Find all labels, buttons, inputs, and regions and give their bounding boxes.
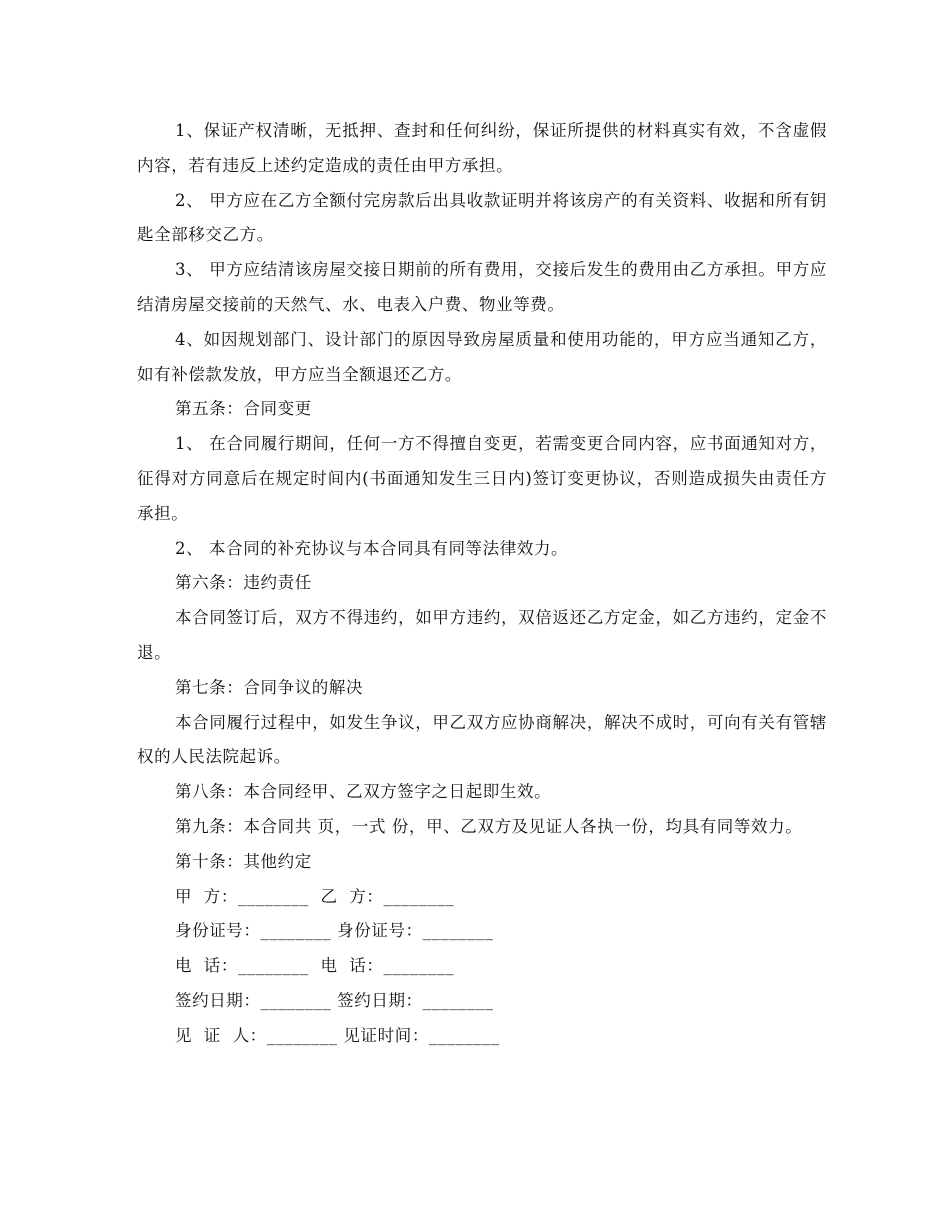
section-heading: 第六条：违约责任	[175, 573, 312, 593]
clause-paragraph: 3、 甲方应结清该房屋交接日期前的所有费用，交接后发生的费用由乙方承担。甲方应结清房屋交接前的天然气、水、电表入户费、物业等费。	[137, 260, 827, 314]
clause-paragraph: 本合同履行过程中，如发生争议，甲乙双方应协商解决，解决不成时，可向有关有管辖权的人民法院起诉。	[137, 712, 827, 767]
clause-paragraph: 4、如因规划部门、设计部门的原因导致房屋质量和使用功能的，甲方应当通知乙方，如有补偿款发放，甲方应当全额退还乙方。	[137, 329, 827, 384]
signature-row-witness: 见 证 人：________ 见证时间：________	[175, 1025, 500, 1045]
clause-paragraph: 1、 在合同履行期间，任何一方不得擅自变更，若需变更合同内容，应书面通知对方，征得对方同意后在规定时间内(书面通知发生三日内)签订变更协议，否则造成损失由责任方承担。	[137, 434, 827, 523]
signature-row-id-number: 身份证号：________ 身份证号：________	[175, 921, 494, 941]
clause-paragraph: 1、保证产权清晰，无抵押、查封和任何纠纷，保证所提供的材料真实有效，不含虚假内容，若有违反上述约定造成的责任由甲方承担。	[137, 121, 827, 175]
section-heading: 第八条：本合同经甲、乙双方签字之日起即生效。	[175, 782, 552, 802]
section-heading: 第五条：合同变更	[175, 399, 312, 419]
signature-row-phone: 电 话：________ 电 话：________	[175, 956, 455, 976]
section-heading: 第十条：其他约定	[175, 851, 312, 871]
clause-paragraph: 2、 本合同的补充协议与本合同具有同等法律效力。	[175, 538, 569, 558]
clause-paragraph: 第九条：本合同共 页，一式 份，甲、乙双方及见证人各执一份，均具有同等效力。	[175, 816, 803, 836]
signature-row-sign-date: 签约日期：________ 签约日期：________	[175, 990, 494, 1010]
clause-paragraph: 2、 甲方应在乙方全额付完房款后出具收款证明并将该房产的有关资料、收据和所有钥匙全部移交乙方。	[137, 190, 827, 245]
section-heading: 第七条：合同争议的解决	[175, 677, 364, 697]
contract-body	[137, 114, 827, 1054]
signature-row-party: 甲 方：________ 乙 方：________	[175, 886, 455, 906]
clause-paragraph: 本合同签订后，双方不得违约，如甲方违约，双倍返还乙方定金，如乙方违约，定金不退。	[137, 608, 827, 662]
